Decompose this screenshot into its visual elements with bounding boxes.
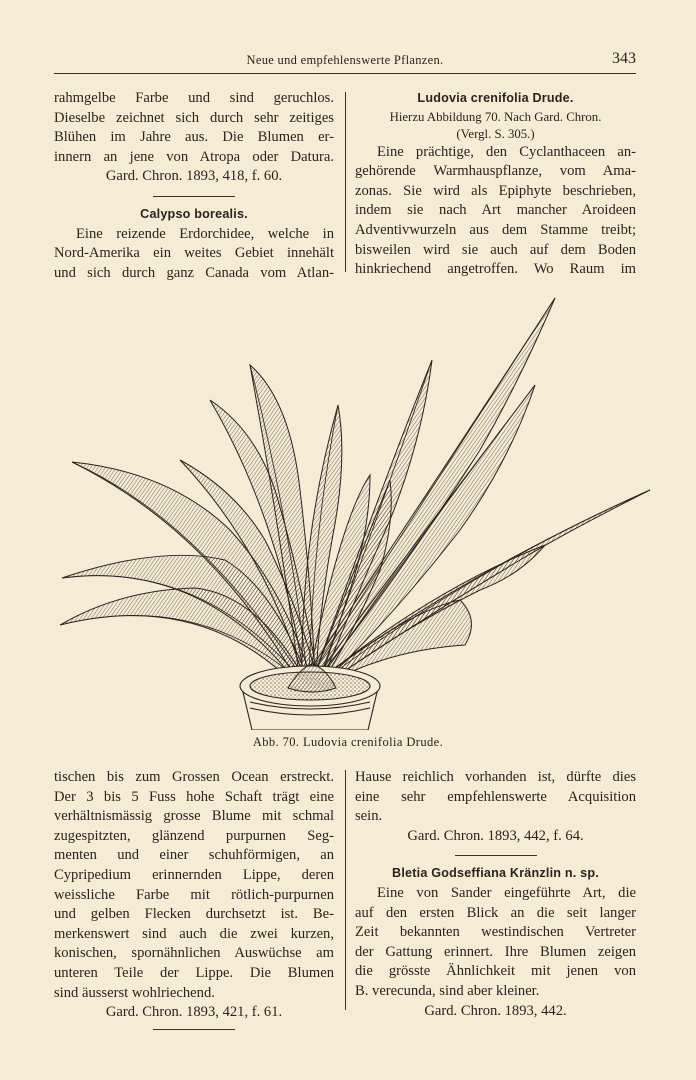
text-line: weissliche Farbe mit rötlich-purpurnen [54,886,334,903]
text-line: der Gattung erinnert. Ihre Blumen zeigen [355,943,636,960]
text-line: bisweilen wird sie auch auf dem Boden [355,241,636,258]
text-line: Cypripedium erinnernden Lippe, deren [54,866,334,883]
text-line: konischen, spornähnlichen Auswüchse am [54,945,334,962]
citation: Gard. Chron. 1893, 442. [424,1002,567,1019]
top-right-column [355,89,636,280]
text-line: eine sehr empfehlenswerte Acquisition [355,788,636,805]
citation: Gard. Chron. 1893, 442, f. 64. [407,827,584,844]
citation: Gard. Chron. 1893, 421, f. 61. [105,1004,283,1021]
text-line: verhältnismässig grosse Blume mit schmal [54,808,334,825]
text-line: Eine prächtige, den Cyclanthaceen an- [377,143,636,160]
section-separator [153,196,235,197]
text-line: indem sie nach Art mancher Aroideen [355,202,636,219]
running-head [54,52,636,72]
text-line: gehörende Warmhauspflanze, vom Ama- [355,163,636,180]
text-line: Dieselbe zeichnet sich durch sehr zeitiges [54,109,334,126]
section-separator [153,1029,235,1030]
text-line: Blühen im Jahre aus. Die Blumen er- [54,129,334,146]
leaves [60,298,650,685]
bottom-right-column [355,768,636,1021]
text-line: innern an jene von Atropa oder Datura. [54,148,334,165]
section-heading-bletia: Bletia Godseffiana Kränzlin n. sp. [392,866,599,881]
text-line: hinkriechend angetroffen. Wo Raum im [355,261,636,278]
text-line: sind äusserst wohlriechend. [54,984,215,1001]
figure-reference: Hierzu Abbildung 70. Nach Gard. Chron. [389,109,602,124]
text-line: und sich durch ganz Canada vom Atlan- [54,264,334,281]
figure-caption: Abb. 70. Ludovia crenifolia Drude. [252,735,444,749]
text-line: rahmgelbe Farbe und sind geruchlos. [54,90,334,106]
text-line: die grösste Ähnlichkeit mit jenen von [355,963,636,980]
column-divider-bottom [345,770,346,1010]
text-line: Eine reizende Erdorchidee, welche in [76,225,334,242]
text-line: Nord-Amerika ein weites Gebiet innehält [54,245,334,262]
page-number: 343 [612,50,636,67]
running-head-title: Neue und empfehlenswerte Pflanzen. [246,53,444,67]
section-separator [455,855,537,856]
citation: Gard. Chron. 1893, 418, f. 60. [105,168,283,185]
cross-reference: (Vergl. S. 305.) [456,126,535,141]
section-heading-ludovia: Ludovia crenifolia Drude. [417,91,574,105]
text-line: zugespitzten, glänzend purpurnen Seg- [54,827,334,844]
text-line: tischen bis zum Grossen Ocean erstreckt. [54,769,334,785]
text-line: Zeit bekannten westindischen Vertreter [355,924,636,941]
text-line: menten und einer schuhförmigen, an [54,847,334,864]
text-line: merkenswert sind auch die zwei kurzen, [54,925,334,942]
column-divider-top [345,92,346,272]
section-heading-calypso: Calypso borealis. [140,206,248,221]
plant-illustration [50,290,660,730]
text-line: Hause reichlich vorhanden ist, dürfte dies [355,769,636,785]
header-rule [54,73,636,74]
text-line: zonas. Sie wird als Epiphyte beschrieben, [355,182,636,199]
text-line: Adventivwurzeln aus dem Stamme treibt; [355,221,636,238]
text-line: Der 3 bis 5 Fuss hohe Schaft trägt eine [54,788,334,805]
text-line: Eine von Sander eingeführte Art, die [377,884,636,901]
top-left-column [54,89,334,283]
text-line: und gelben Flecken durchsetzt ist. Be- [54,906,334,923]
text-line: unteren Teile der Lippe. Die Blumen [54,964,334,981]
text-line: auf den ersten Blick an die seit langer [355,904,636,921]
text-line: sein. [355,808,383,825]
bottom-left-column [54,768,334,1038]
text-line: B. verecunda, sind aber kleiner. [355,982,540,999]
